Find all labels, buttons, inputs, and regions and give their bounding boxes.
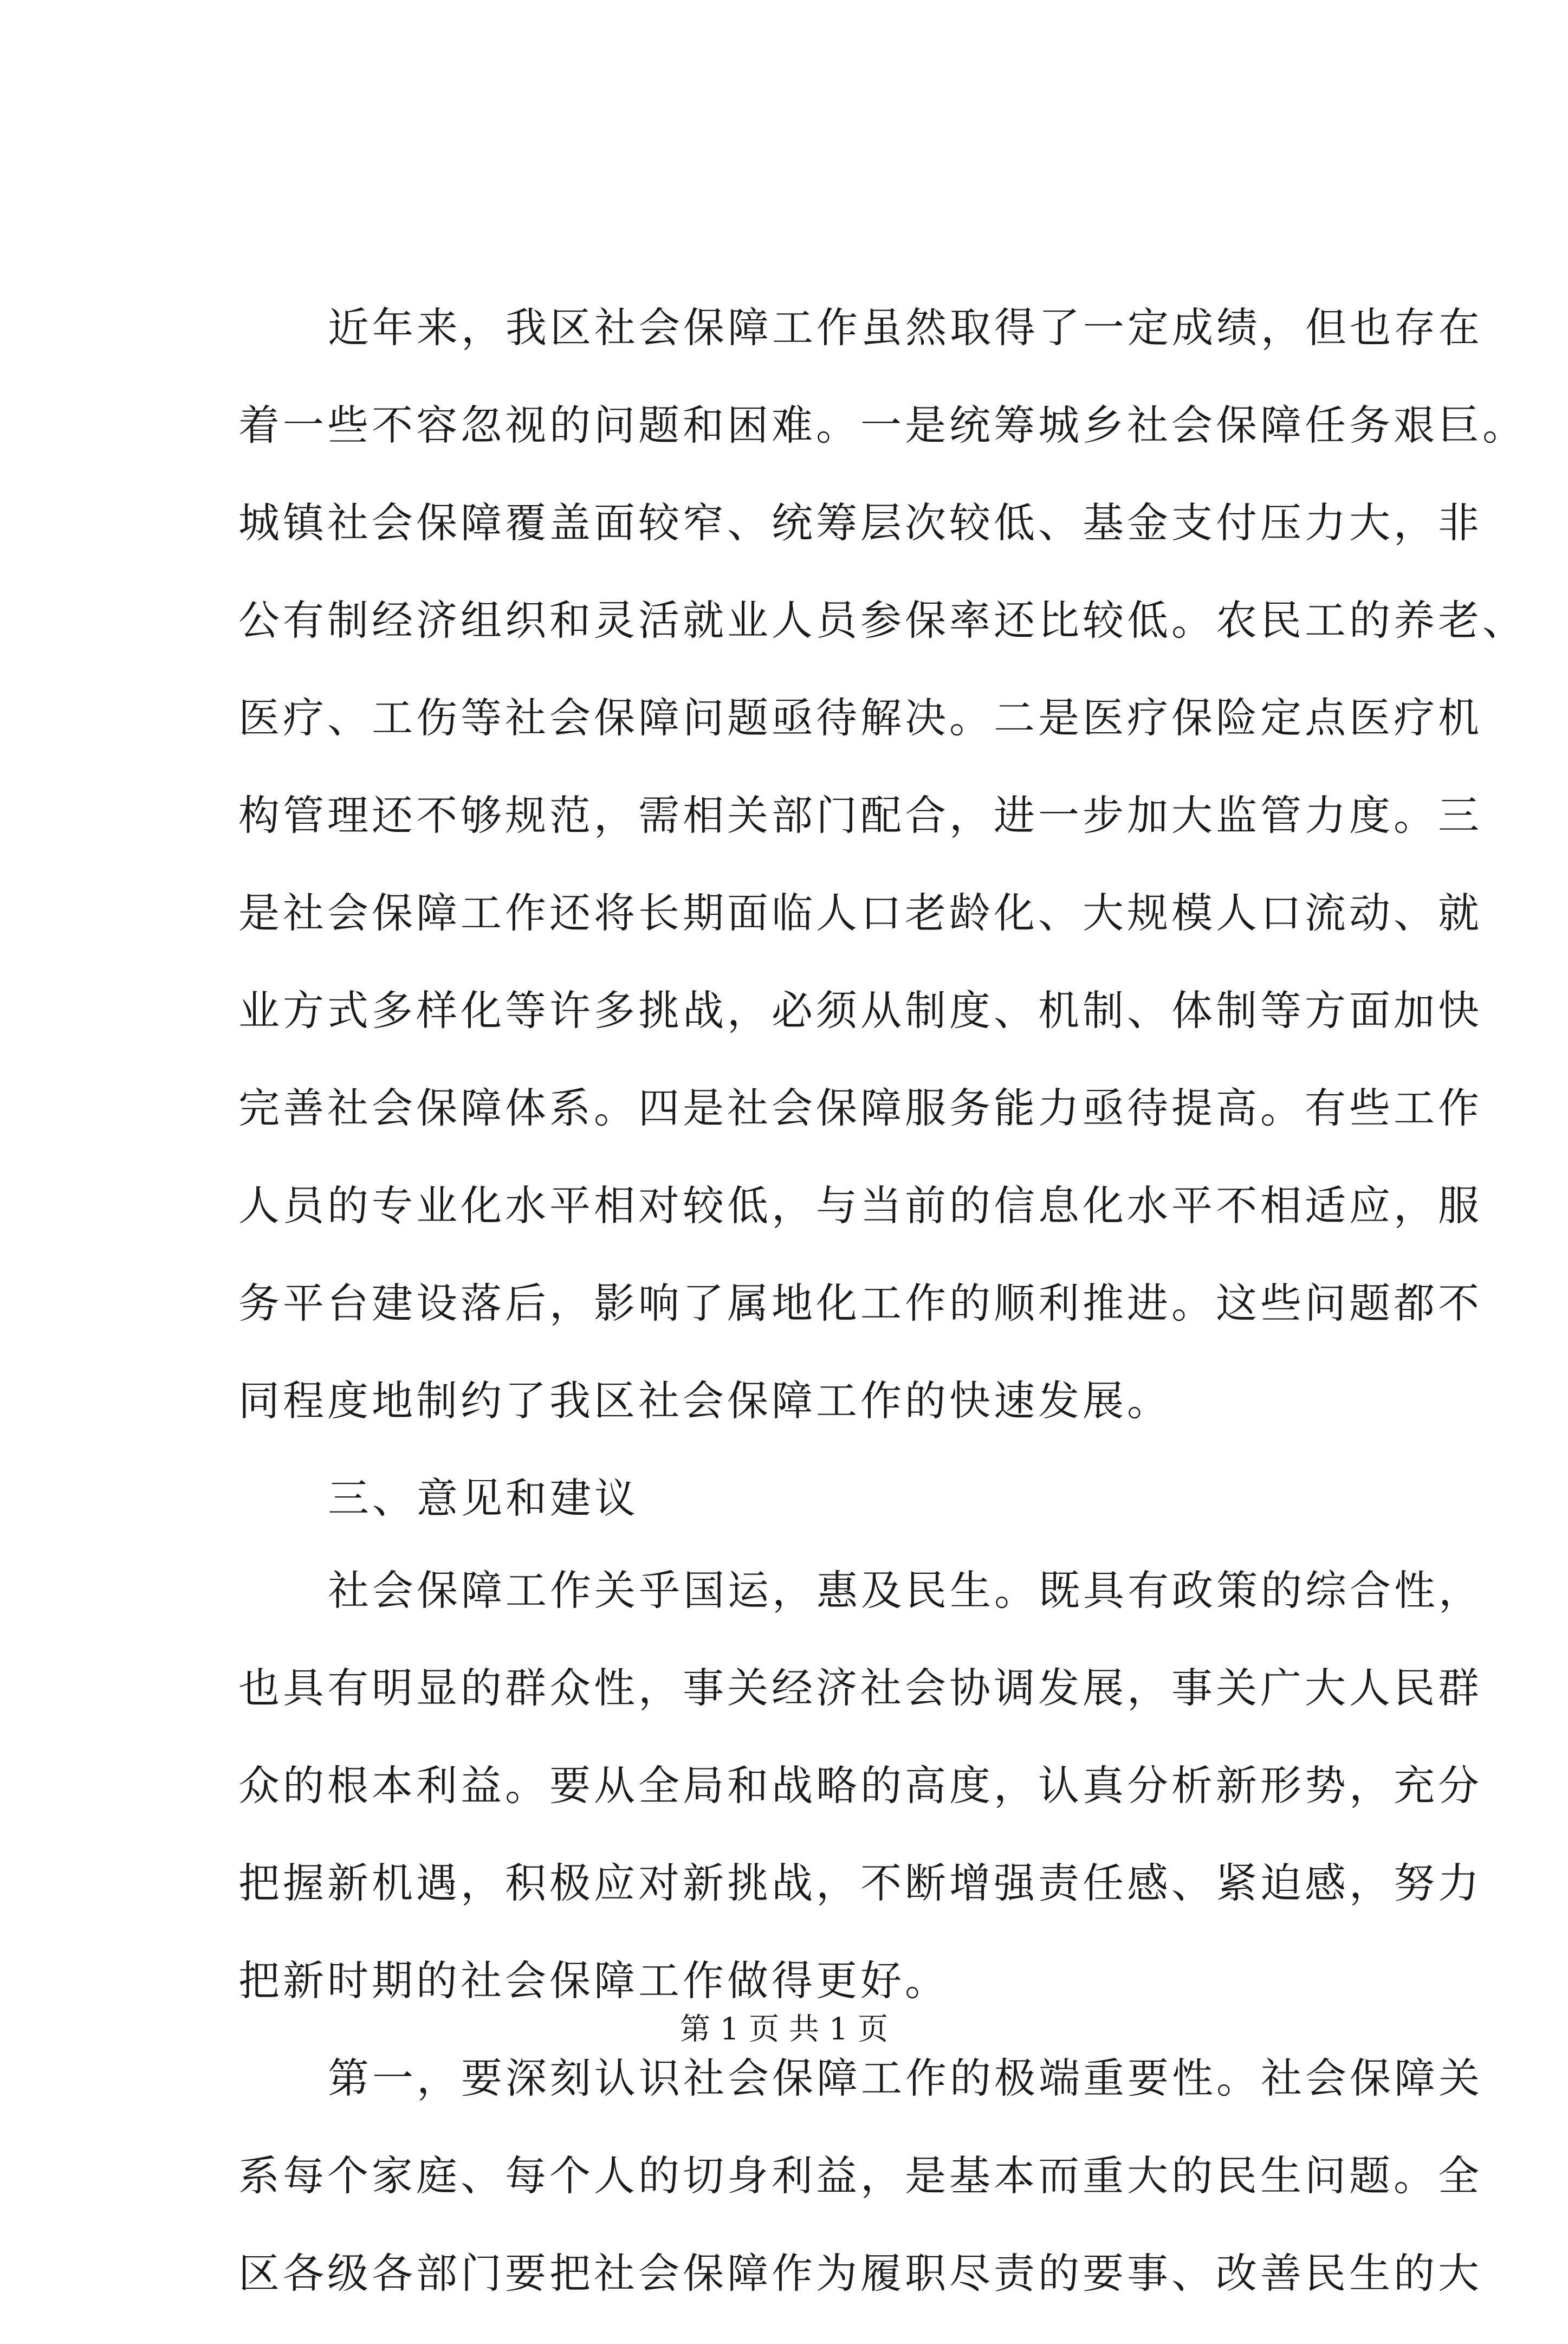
paragraph-line: 系每个家庭、每个人的切身利益，是基本而重大的民生问题。全: [238, 2152, 1482, 2200]
paragraph-line: 公有制经济组织和灵活就业人员参保率还比较低。农民工的养老、: [238, 596, 1527, 644]
paragraph-line: 社会保障工作关乎国运，惠及民生。既具有政策的综合性，: [328, 1566, 1483, 1615]
paragraph-line: 构管理还不够规范，需相关部门配合，进一步加大监管力度。三: [238, 791, 1482, 840]
paragraph-line: 是社会保障工作还将长期面临人口老龄化、大规模人口流动、就: [238, 889, 1482, 937]
paragraph-line: 务平台建设落后，影响了属地化工作的顺利推进。这些问题都不: [238, 1279, 1482, 1327]
paragraph-line: 同程度地制约了我区社会保障工作的快速发展。: [238, 1377, 1171, 1425]
paragraph-line: 众的根本利益。要从全局和战略的高度，认真分析新形势，充分: [238, 1761, 1482, 1810]
paragraph-line: 把握新机遇，积极应对新挑战，不断增强责任感、紧迫感，努力: [238, 1859, 1482, 1907]
section-heading: 三、意见和建议: [328, 1474, 639, 1522]
paragraph-line: 区各级各部门要把社会保障作为履职尽责的要事、改善民生的大: [238, 2249, 1482, 2297]
page-number: 第 1 页 共 1 页: [679, 2012, 889, 2047]
paragraph-line: 城镇社会保障覆盖面较窄、统筹层次较低、基金支付压力大，非: [238, 499, 1482, 547]
paragraph-line: 着一些不容忽视的问题和困难。一是统筹城乡社会保障任务艰巨。: [238, 401, 1527, 449]
paragraph-line: 人员的专业化水平相对较低，与当前的信息化水平不相适应，服: [238, 1181, 1482, 1230]
paragraph-line: 医疗、工伤等社会保障问题亟待解决。二是医疗保险定点医疗机: [238, 694, 1482, 742]
paragraph-line: 把新时期的社会保障工作做得更好。: [238, 1956, 949, 2005]
paragraph-line: 近年来，我区社会保障工作虽然取得了一定成绩，但也存在: [328, 304, 1483, 352]
page-footer: [0, 2005, 1568, 2049]
paragraph-line: 也具有明显的群众性，事关经济社会协调发展，事关广大人民群: [238, 1664, 1482, 1712]
paragraph-line: 第一，要深刻认识社会保障工作的极端重要性。社会保障关: [328, 2054, 1483, 2102]
paragraph-line: 业方式多样化等许多挑战，必须从制度、机制、体制等方面加快: [238, 986, 1482, 1035]
paragraph-line: 完善社会保障体系。四是社会保障服务能力亟待提高。有些工作: [238, 1084, 1482, 1132]
